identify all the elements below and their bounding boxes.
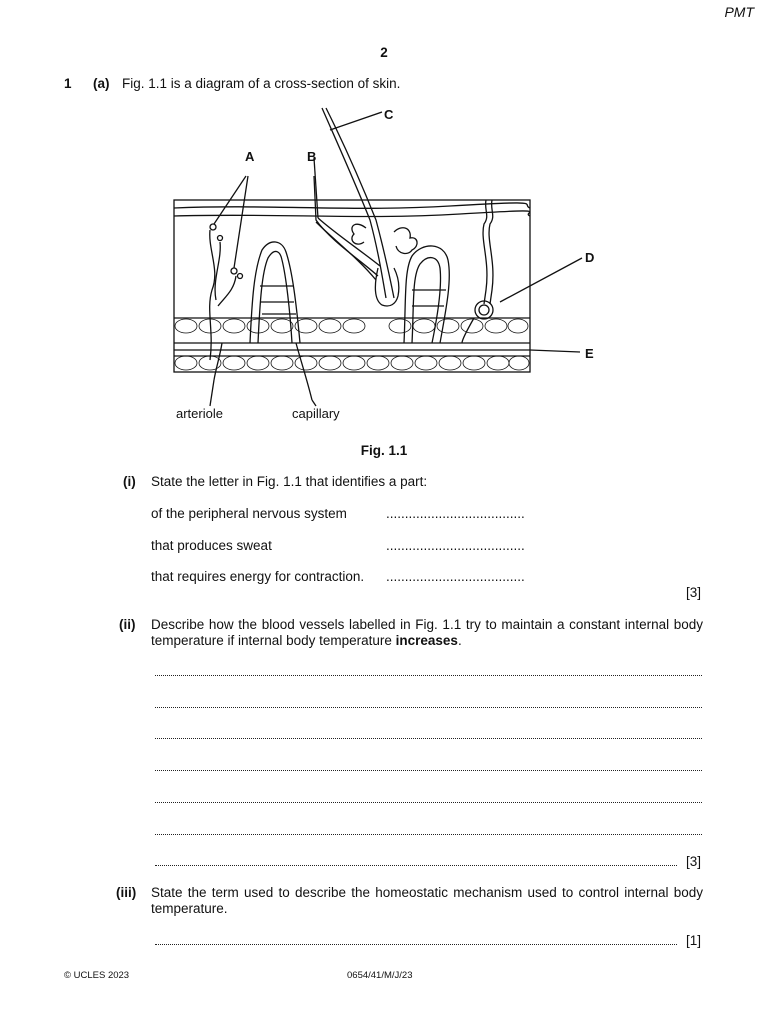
part-iii-prompt: State the term used to describe the homeostatic mechanism used to control internal body temperature. [151, 885, 703, 916]
part-iii-label: (iii) [116, 885, 137, 900]
question-intro: Fig. 1.1 is a diagram of a cross-section of skin. [122, 76, 401, 91]
skin-section-outline [174, 200, 530, 372]
sweat-duct [483, 200, 487, 304]
label-a: A [245, 149, 255, 164]
hair-follicle [375, 268, 398, 306]
corner-mark: PMT [724, 4, 754, 20]
footer-code: 0654/41/M/J/23 [347, 970, 413, 981]
answer-line[interactable] [155, 834, 702, 835]
part-ii-marks: [3] [686, 854, 702, 869]
answer-line[interactable] [155, 802, 702, 803]
part-i-prompt: State the letter in Fig. 1.1 that identifies a part: [151, 474, 428, 489]
part-iii-marks: [1] [686, 933, 702, 948]
hair-shaft [322, 108, 386, 298]
answer-line[interactable] [155, 738, 702, 739]
label-capillary: capillary [292, 406, 340, 421]
part-ii-label: (ii) [119, 617, 136, 632]
answer-line[interactable] [155, 707, 702, 708]
label-c-pointer [330, 112, 382, 130]
label-c: C [384, 107, 394, 122]
label-e-pointer [530, 350, 580, 352]
arteriole-pointer [210, 380, 214, 406]
label-arteriole: arteriole [176, 406, 223, 421]
part-i-item-2: that produces sweat [151, 538, 272, 553]
answer-blank-1[interactable]: ..................................... [386, 506, 525, 521]
answer-line[interactable] [155, 944, 677, 945]
part-i-marks: [3] [686, 585, 702, 600]
footer-copyright: © UCLES 2023 [64, 970, 130, 981]
label-d: D [585, 250, 595, 265]
part-i-item-3: that requires energy for contraction. [151, 569, 365, 584]
answer-line[interactable] [155, 770, 702, 771]
part-ii-prompt: Describe how the blood vessels labelled in Fig. 1.1 try to maintain a constant internal body temperature if internal body temperature increases. [151, 617, 703, 648]
epidermis-line-2 [174, 211, 530, 217]
receptor-1 [210, 224, 216, 230]
sebaceous-gland [394, 228, 417, 254]
skin-diagram [150, 100, 610, 430]
page-number: 2 [380, 45, 388, 60]
receptor-2 [231, 268, 237, 274]
erector-muscle [314, 176, 378, 276]
figure-caption: Fig. 1.1 [360, 443, 408, 458]
part-i-item-1: of the peripheral nervous system [151, 506, 347, 521]
answer-blank-3[interactable]: ..................................... [386, 569, 525, 584]
part-i-label: (i) [123, 474, 136, 489]
fat-cells [175, 319, 529, 370]
sensory-nerve [210, 230, 215, 360]
answer-blank-2[interactable]: ..................................... [386, 538, 525, 553]
question-number: 1 [64, 76, 72, 91]
question-part: (a) [93, 76, 110, 91]
label-d-pointer [500, 258, 582, 302]
label-e: E [585, 346, 594, 361]
answer-line[interactable] [155, 865, 677, 866]
label-b: B [307, 149, 317, 164]
answer-line[interactable] [155, 675, 702, 676]
